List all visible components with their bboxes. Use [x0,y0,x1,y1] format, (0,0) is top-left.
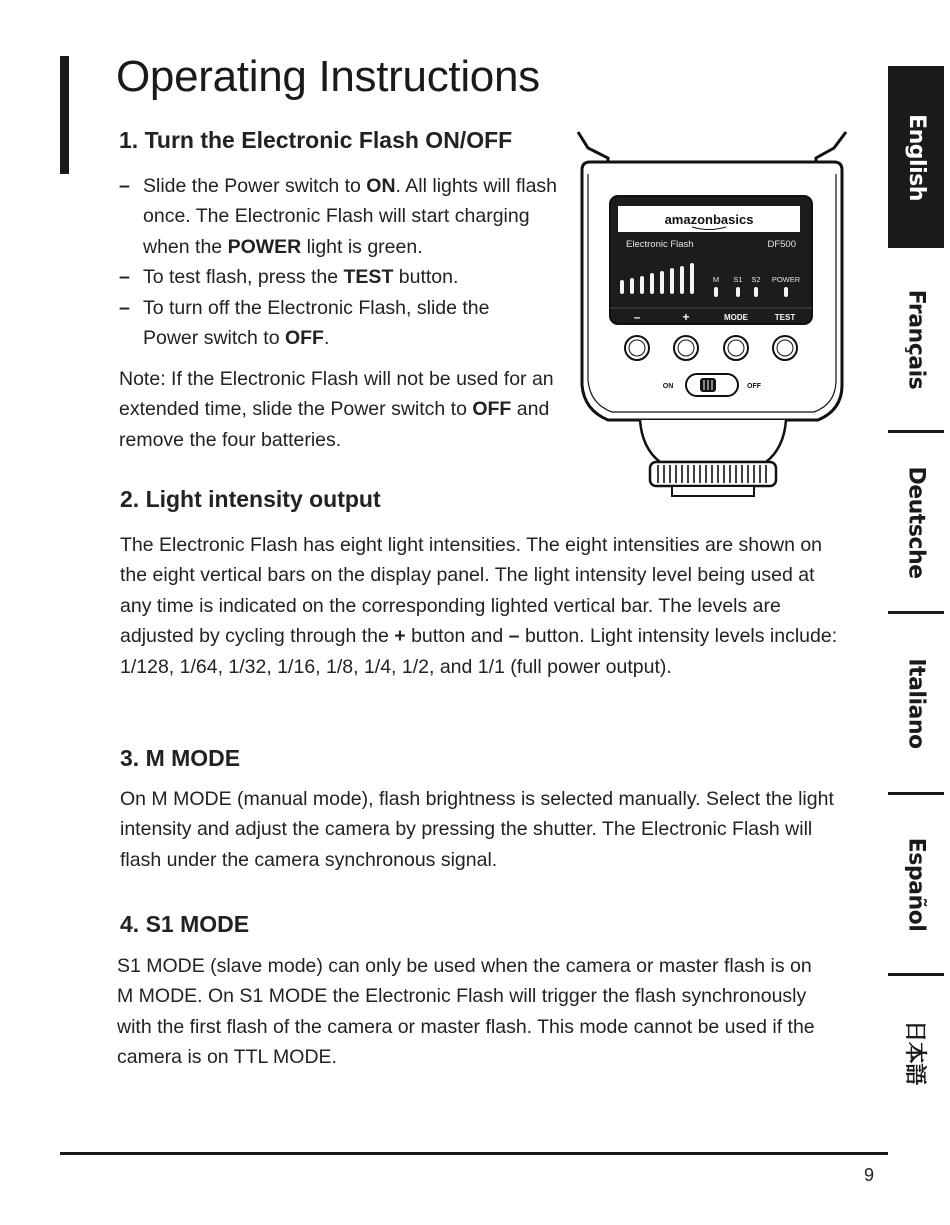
section-1-heading: 1. Turn the Electronic Flash ON/OFF [119,127,513,153]
section-4-heading: 4. S1 MODE [120,911,250,937]
section-2-text: The Electronic Flash has eight light intensities. The eight intensities are shown on the eight vertical bars on the display panel. The light intensity level being used at any time is indicated on the corresponding lighted vertical bar. The levels are adjusted by cycling through the + button and – button. Light intensity levels include: 1/128, 1/64, 1/32, 1/16, 1/8, 1/4, 1/2, and 1/1 (full power output). [120,534,838,678]
footer-rule [60,1152,888,1155]
section-4-text: S1 MODE (slave mode) can only be used when the camera or master flash is on M MODE. On S1 MODE the Electronic Flash will trigger the flash synchronously with the first flash of the camera or master flash. This mode cannot be used if the camera is on TTL MODE. [117,955,815,1069]
tab-english[interactable]: English [888,66,944,248]
device-product-label: Electronic Flash [626,239,694,250]
mounting-ring-graphic [650,462,776,486]
list-item: – To turn off the Electronic Flash, slide the Power switch to OFF. [119,293,579,354]
page-number: 9 [864,1165,875,1185]
switch-label-on: ON [662,383,674,390]
tab-francais[interactable]: Français [903,289,929,389]
indicator-label-s1: S1 [733,275,743,284]
indicator-label-s2: S2 [751,275,761,284]
section-3-heading: 3. M MODE [120,745,241,771]
indicator-label-power: POWER [771,275,801,284]
indicator-label-m: M [712,275,720,284]
device-brand: amazonbasics [664,212,754,227]
button-label-test: TEST [774,313,796,322]
tab-deutsche[interactable]: Deutsche [903,465,929,579]
flash-unit-illustration [568,130,858,500]
device-model-label: DF500 [767,239,796,250]
section-1-note: Note: If the Electronic Flash will not be used for an extended time, slide the Power switch to OFF and remove the four batteries. [119,368,554,451]
list-item: – Slide the Power switch to ON. All lights will flash once. The Electronic Flash will start charging when the POWER light is green. [119,171,579,262]
section-marker-bar [60,56,69,174]
page-title: Operating Instructions [116,52,540,101]
switch-label-off: OFF [747,383,761,390]
list-item: – To test flash, press the TEST button. [119,262,579,292]
button-label-mode: MODE [724,313,748,322]
button-label-plus: + [682,310,690,324]
section-1-bullets [119,171,579,353]
section-2-heading: 2. Light intensity output [120,486,381,512]
tab-japanese[interactable]: 日本語 [901,1019,927,1085]
tab-italiano[interactable]: Italiano [903,657,929,749]
tab-espanol[interactable]: Español [903,837,929,931]
section-3-text: On M MODE (manual mode), flash brightness is selected manually. Select the light intensity and adjust the camera by pressing the shutter. The Electronic Flash will flash under the camera synchronous signal. [120,788,834,871]
button-label-minus: – [633,310,641,324]
